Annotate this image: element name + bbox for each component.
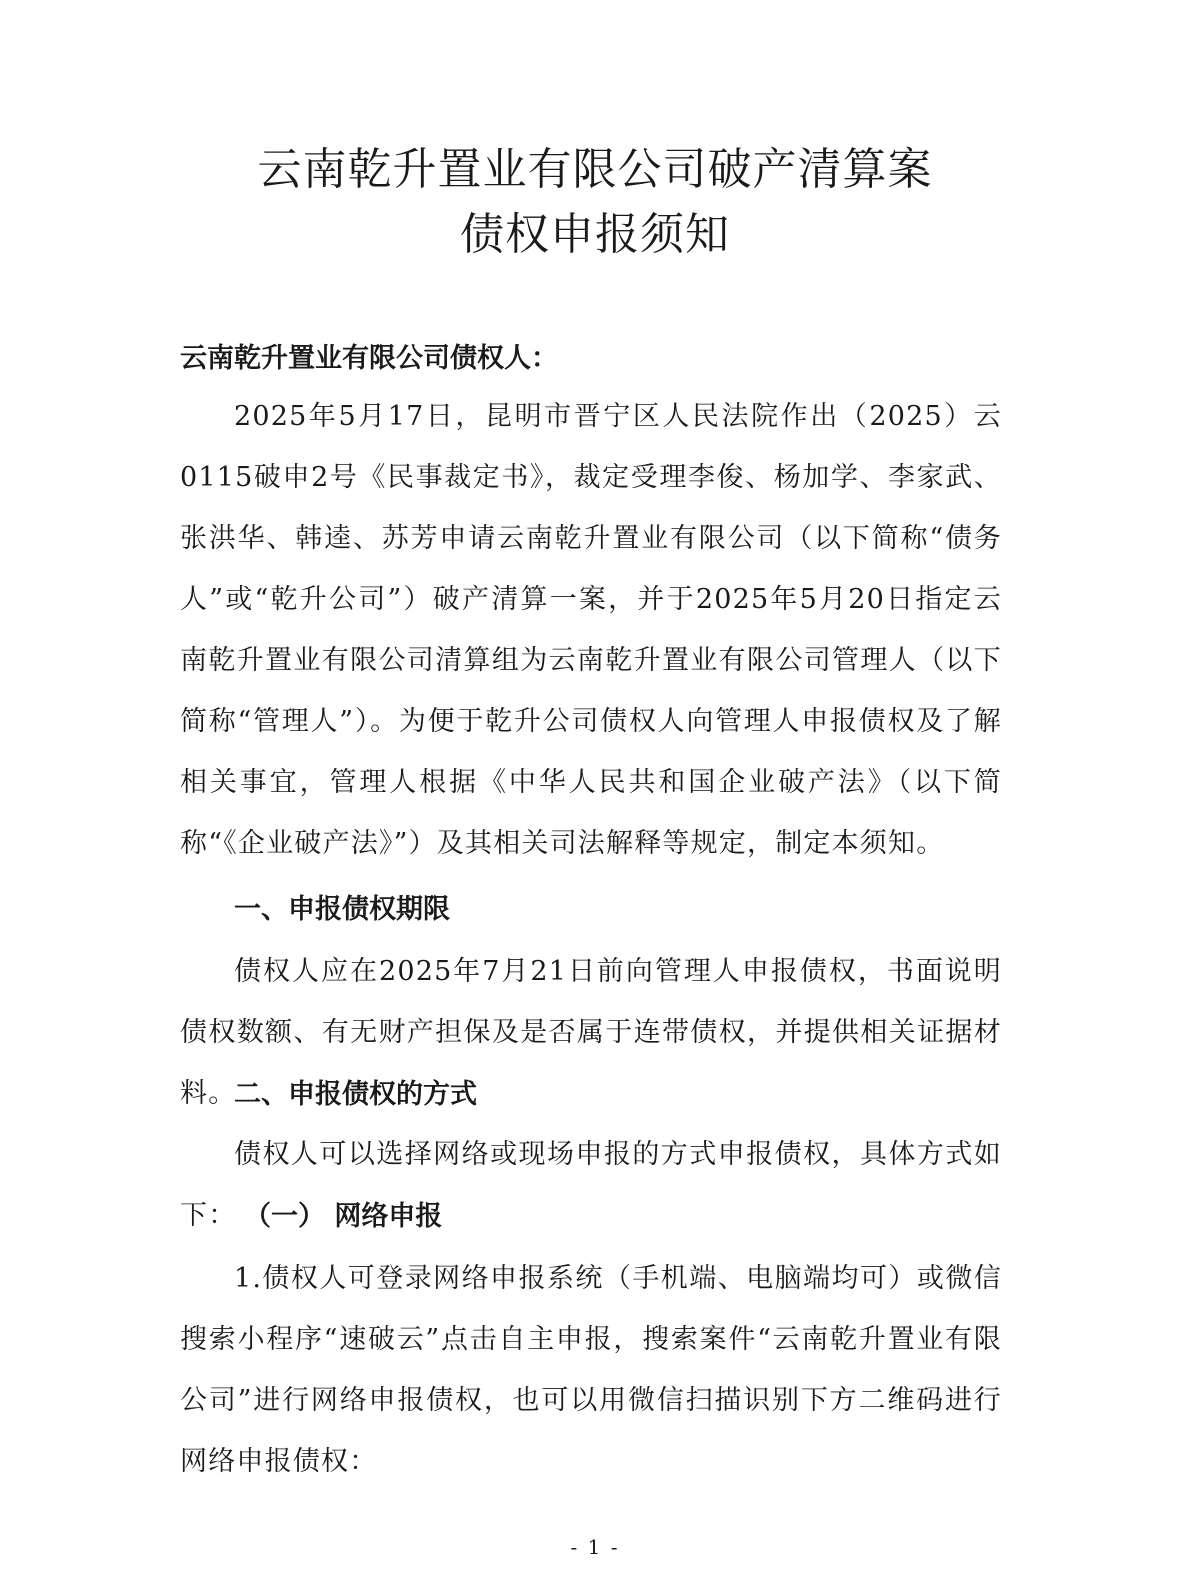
salutation: 云南乾升置业有限公司债权人： [180, 343, 558, 374]
subsection1-paragraph: 1.债权人可登录网络申报系统（手机端、电脑端均可）或微信搜索小程序“速破云”点击自主申报，搜索案件“云南乾升置业有限公司”进行网络申报债权，也可以用微信扫描识别下方二维码进行网络申报债权： [180, 1263, 1002, 1477]
section2-heading: 二、申报债权的方式 [234, 1079, 477, 1110]
section1-heading: 一、申报债权期限 [234, 894, 450, 925]
section1-paragraph: 债权人应在2025年7月21日前向管理人申报债权，书面说明债权数额、有无财产担保及是否属于连带债权，并提供相关证据材料。 [180, 956, 1002, 1109]
section2-paragraph: 债权人可以选择网络或现场申报的方式申报债权，具体方式如下： [180, 1139, 1002, 1231]
document-title-line1: 云南乾升置业有限公司破产清算案 [257, 144, 933, 195]
page-number: - 1 - [570, 1535, 620, 1559]
intro-block [180, 386, 1002, 874]
intro-paragraph: 2025年5月17日，昆明市晋宁区人民法院作出（2025）云0115破申2号《民事裁定书》，裁定受理李俊、杨加学、李家武、张洪华、韩逵、苏芳申请云南乾升置业有限公司（以下简称“债务人”或“乾升公司”）破产清算一案，并于2025年5月20日指定云南乾升置业有限公司清算组为云南乾升置业有限公司管理人（以下简称“管理人”）。为便于乾升公司债权人向管理人申报债权及了解相关事宜，管理人根据《中华人民共和国企业破产法》（以下简称“《企业破产法》”）及其相关司法解释等规定，制定本须知。 [180, 401, 1002, 859]
subsection1-heading: （一） 网络申报 [244, 1201, 443, 1232]
document-title-line2: 债权申报须知 [460, 209, 730, 260]
subsection1-block [180, 1248, 1002, 1492]
